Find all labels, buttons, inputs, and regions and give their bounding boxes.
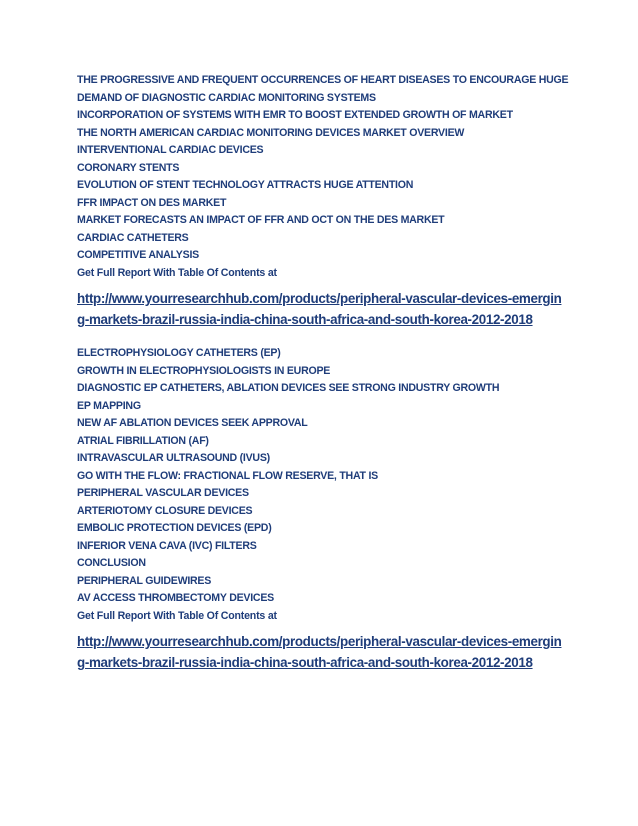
toc-item: GROWTH IN ELECTROPHYSIOLOGISTS IN EUROPE: [77, 364, 331, 377]
toc-item: INCORPORATION OF SYSTEMS WITH EMR TO BOOST EXTENDED GROWTH OF MARKET: [77, 109, 513, 121]
toc-item: INTRAVASCULAR ULTRASOUND (IVUS): [77, 452, 270, 464]
toc-item: PERIPHERAL GUIDEWIRES: [77, 574, 212, 587]
toc-item: CONCLUSION: [77, 557, 146, 569]
toc-item: EMBOLIC PROTECTION DEVICES (EPD): [77, 522, 272, 534]
toc-item: ATRIAL FIBRILLATION (AF): [77, 434, 209, 447]
toc-item: AV ACCESS THROMBECTOMY DEVICES: [77, 592, 274, 604]
toc-item: EVOLUTION OF STENT TECHNOLOGY ATTRACTS HUGE ATTENTION: [77, 179, 414, 191]
toc-item: GO WITH THE FLOW: FRACTIONAL FLOW RESERVE, THAT IS: [77, 469, 378, 482]
full-report-cta: Get Full Report With Table Of Contents at: [77, 609, 277, 622]
toc-item: CARDIAC CATHETERS: [77, 231, 189, 244]
toc-item: PERIPHERAL VASCULAR DEVICES: [77, 487, 249, 499]
document-page: [77, 72, 577, 673]
section-spacer: [77, 330, 577, 345]
toc-list-section-2: [77, 345, 577, 608]
toc-item: EP MAPPING: [77, 399, 141, 412]
toc-item: FFR IMPACT ON DES MARKET: [77, 196, 227, 209]
toc-item: ELECTROPHYSIOLOGY CATHETERS (EP): [77, 347, 281, 359]
toc-item: THE NORTH AMERICAN CARDIAC MONITORING DEVICES MARKET OVERVIEW: [77, 126, 465, 139]
report-link[interactable]: http://www.yourresearchhub.com/products/peripheral-vascular-devices-emerging-markets-brazil-russia-india-china-south-africa-and-south-korea-2012-2018: [77, 634, 562, 670]
full-report-cta: Get Full Report With Table Of Contents at: [77, 266, 277, 279]
toc-item: THE PROGRESSIVE AND FREQUENT OCCURRENCES OF HEART DISEASES TO ENCOURAGE HUGE DEMAND OF DIAGNOSTIC CARDIAC MONITORING SYSTEMS: [77, 74, 569, 104]
toc-item: ARTERIOTOMY CLOSURE DEVICES: [77, 504, 253, 517]
toc-item: COMPETITIVE ANALYSIS: [77, 249, 199, 261]
toc-item: INTERVENTIONAL CARDIAC DEVICES: [77, 144, 264, 156]
toc-item: NEW AF ABLATION DEVICES SEEK APPROVAL: [77, 417, 308, 429]
toc-item: DIAGNOSTIC EP CATHETERS, ABLATION DEVICES SEE STRONG INDUSTRY GROWTH: [77, 382, 500, 394]
toc-list-section-1: [77, 72, 577, 265]
toc-item: MARKET FORECASTS AN IMPACT OF FFR AND OCT ON THE DES MARKET: [77, 214, 445, 226]
report-link[interactable]: http://www.yourresearchhub.com/products/peripheral-vascular-devices-emerging-markets-brazil-russia-india-china-south-africa-and-south-korea-2012-2018: [77, 291, 562, 327]
toc-item: CORONARY STENTS: [77, 161, 180, 174]
toc-item: INFERIOR VENA CAVA (IVC) FILTERS: [77, 539, 257, 552]
